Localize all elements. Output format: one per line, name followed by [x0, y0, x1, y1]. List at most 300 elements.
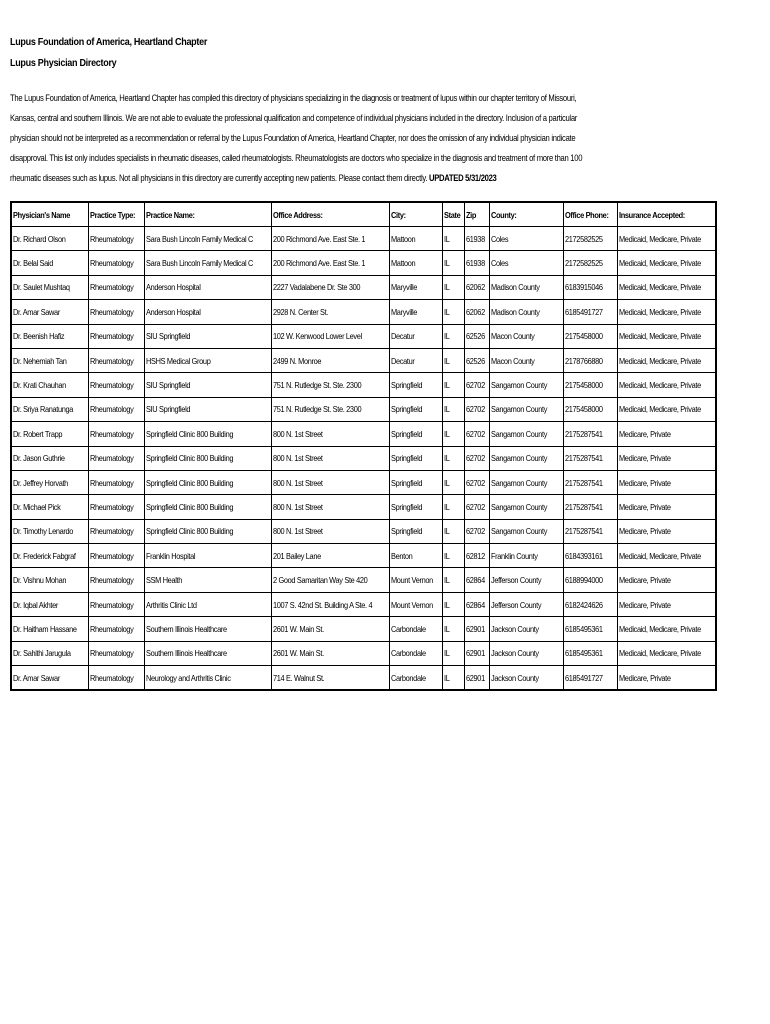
cell-text: Sangamon County — [491, 380, 548, 391]
cell-zip — [465, 641, 490, 665]
cell-insurance-accepted — [618, 422, 717, 446]
cell-city — [390, 397, 443, 421]
table-row — [11, 446, 716, 470]
cell-text: 1007 S. 42nd St. Building A Ste. 4 — [273, 599, 373, 610]
cell-text: 2178766880 — [565, 355, 604, 366]
cell-text: 800 N. 1st Street — [273, 501, 323, 512]
cell-office-address — [272, 324, 390, 348]
cell-text: 2601 W. Main St. — [273, 623, 324, 634]
cell-zip — [465, 495, 490, 519]
cell-text: SIU Springfield — [145, 380, 190, 391]
cell-city — [390, 446, 443, 470]
cell-text: Springfield Clinic 800 Building — [145, 477, 233, 488]
cell-practice-type — [89, 422, 145, 446]
cell-text: Rheumatology — [90, 233, 134, 244]
cell-office-address — [272, 227, 390, 251]
cell-text: Medicaid, Medicare, Private — [619, 282, 701, 293]
cell-text: 6188994000 — [565, 575, 604, 586]
cell-text: Rheumatology — [90, 306, 134, 317]
cell-text: Madison County — [491, 306, 540, 317]
cell-text: Southern Illinois Healthcare — [145, 623, 227, 634]
cell-text: Jackson County — [491, 672, 540, 683]
cell-office-address — [272, 495, 390, 519]
cell-physician-name — [11, 422, 89, 446]
cell-county — [490, 300, 564, 324]
cell-text: 2928 N. Center St. — [273, 306, 329, 317]
cell-insurance-accepted — [618, 519, 717, 543]
column-header-label: Office Phone: — [565, 209, 609, 220]
cell-state — [443, 470, 465, 494]
cell-text: 61938 — [466, 258, 486, 269]
cell-physician-name — [11, 495, 89, 519]
cell-zip — [465, 470, 490, 494]
cell-text: Medicare, Private — [619, 501, 671, 512]
cell-text: 2175287541 — [565, 477, 604, 488]
cell-county — [490, 666, 564, 691]
cell-insurance-accepted — [618, 397, 717, 421]
cell-physician-name — [11, 641, 89, 665]
cell-practice-name — [144, 519, 271, 543]
cell-zip — [465, 544, 490, 568]
cell-text: Sangamon County — [491, 428, 548, 439]
cell-text: Sangamon County — [491, 477, 548, 488]
cell-physician-name — [11, 617, 89, 641]
cell-text: 62702 — [466, 477, 486, 488]
column-header-physician-name — [11, 202, 89, 227]
cell-text: 62702 — [466, 428, 486, 439]
cell-county — [490, 544, 564, 568]
cell-office-address — [272, 470, 390, 494]
cell-text: IL — [444, 648, 450, 659]
column-header-label: Practice Name: — [145, 209, 195, 220]
cell-text: Dr. Sahithi Jarugula — [13, 648, 71, 659]
cell-text: Medicare, Private — [619, 575, 671, 586]
cell-office-address — [272, 275, 390, 299]
cell-text: Rheumatology — [90, 380, 134, 391]
cell-text: Springfield Clinic 800 Building — [145, 428, 233, 439]
cell-text: Jefferson County — [491, 575, 542, 586]
cell-text: 751 N. Rutledge St. Ste. 2300 — [273, 404, 362, 415]
cell-insurance-accepted — [618, 446, 717, 470]
cell-physician-name — [11, 397, 89, 421]
cell-text: Carbondale — [391, 672, 427, 683]
cell-text: IL — [444, 477, 450, 488]
cell-zip — [465, 348, 490, 372]
cell-text: IL — [444, 599, 450, 610]
cell-city — [390, 617, 443, 641]
cell-text: Sara Bush Lincoln Family Medical C — [145, 233, 253, 244]
cell-practice-type — [89, 470, 145, 494]
cell-text: Rheumatology — [90, 575, 134, 586]
cell-county — [490, 519, 564, 543]
table-row — [11, 519, 716, 543]
cell-city — [390, 300, 443, 324]
cell-text: Maryville — [391, 282, 418, 293]
cell-office-phone — [564, 544, 618, 568]
cell-text: 800 N. 1st Street — [273, 428, 323, 439]
cell-text: Dr. Richard Olson — [13, 233, 66, 244]
cell-text: Arthritis Clinic Ltd — [145, 599, 197, 610]
cell-text: Mattoon — [391, 258, 416, 269]
cell-text: Rheumatology — [90, 501, 134, 512]
cell-text: SIU Springfield — [145, 331, 190, 342]
column-header-label: Physician's Name — [13, 209, 71, 220]
cell-text: Coles — [491, 258, 509, 269]
cell-office-phone — [564, 227, 618, 251]
cell-text: 62702 — [466, 526, 486, 537]
cell-insurance-accepted — [618, 373, 717, 397]
column-header-label: Insurance Accepted: — [619, 209, 685, 220]
cell-insurance-accepted — [618, 666, 717, 691]
cell-text: Springfield — [391, 404, 423, 415]
cell-practice-name — [144, 422, 271, 446]
cell-text: Medicare, Private — [619, 453, 671, 464]
cell-text: 6185495361 — [565, 623, 604, 634]
column-header-office-address — [272, 202, 390, 227]
cell-county — [490, 275, 564, 299]
cell-state — [443, 544, 465, 568]
cell-zip — [465, 324, 490, 348]
cell-text: 800 N. 1st Street — [273, 526, 323, 537]
cell-county — [490, 641, 564, 665]
cell-text: 2175458000 — [565, 404, 604, 415]
cell-text: IL — [444, 623, 450, 634]
cell-text: 2175287541 — [565, 526, 604, 537]
cell-physician-name — [11, 568, 89, 592]
cell-text: Rheumatology — [90, 282, 134, 293]
cell-text: IL — [444, 380, 450, 391]
cell-text: Rheumatology — [90, 672, 134, 683]
cell-practice-name — [144, 373, 271, 397]
cell-text: IL — [444, 526, 450, 537]
cell-insurance-accepted — [618, 592, 717, 616]
cell-office-address — [272, 666, 390, 691]
cell-practice-type — [89, 324, 145, 348]
cell-office-address — [272, 544, 390, 568]
cell-practice-type — [89, 495, 145, 519]
cell-text: 6184393161 — [565, 550, 604, 561]
cell-text: Rheumatology — [90, 404, 134, 415]
table-row — [11, 300, 716, 324]
cell-city — [390, 324, 443, 348]
cell-text: Rheumatology — [90, 526, 134, 537]
cell-text: 2175287541 — [565, 428, 604, 439]
cell-practice-type — [89, 251, 145, 275]
cell-practice-type — [89, 300, 145, 324]
cell-text: Dr. Michael Pick — [13, 501, 61, 512]
cell-text: 62901 — [466, 648, 486, 659]
cell-text: 2227 Vadalabene Dr. Ste 300 — [273, 282, 361, 293]
cell-physician-name — [11, 592, 89, 616]
cell-practice-name — [144, 300, 271, 324]
cell-city — [390, 666, 443, 691]
cell-office-address — [272, 422, 390, 446]
cell-text: Medicaid, Medicare, Private — [619, 380, 701, 391]
cell-practice-name — [144, 251, 271, 275]
cell-text: Medicare, Private — [619, 672, 671, 683]
cell-text: Decatur — [391, 355, 415, 366]
cell-text: Dr. Haitham Hassane — [13, 623, 77, 634]
cell-text: Rheumatology — [90, 428, 134, 439]
cell-practice-type — [89, 227, 145, 251]
cell-city — [390, 251, 443, 275]
document-page — [10, 36, 600, 188]
cell-zip — [465, 397, 490, 421]
cell-text: Sangamon County — [491, 526, 548, 537]
table-row — [11, 592, 716, 616]
column-header-label: City: — [391, 209, 407, 220]
cell-office-phone — [564, 275, 618, 299]
cell-text: Rheumatology — [90, 550, 134, 561]
cell-zip — [465, 617, 490, 641]
cell-office-phone — [564, 324, 618, 348]
cell-text: Medicaid, Medicare, Private — [619, 550, 701, 561]
cell-text: Dr. Saulet Mushtaq — [13, 282, 70, 293]
cell-text: Maryville — [391, 306, 418, 317]
cell-text: IL — [444, 282, 450, 293]
cell-county — [490, 568, 564, 592]
cell-text: 714 E. Walnut St. — [273, 672, 325, 683]
cell-text: 800 N. 1st Street — [273, 453, 323, 464]
cell-state — [443, 592, 465, 616]
table-row — [11, 348, 716, 372]
cell-zip — [465, 422, 490, 446]
table-row — [11, 544, 716, 568]
cell-text: IL — [444, 233, 450, 244]
cell-city — [390, 592, 443, 616]
cell-text: IL — [444, 453, 450, 464]
cell-text: IL — [444, 550, 450, 561]
cell-text: Dr. Robert Trapp — [13, 428, 63, 439]
cell-office-address — [272, 617, 390, 641]
cell-text: 6185491727 — [565, 672, 604, 683]
cell-text: HSHS Medical Group — [145, 355, 211, 366]
cell-state — [443, 373, 465, 397]
cell-practice-type — [89, 666, 145, 691]
cell-office-address — [272, 373, 390, 397]
cell-state — [443, 666, 465, 691]
cell-state — [443, 446, 465, 470]
cell-insurance-accepted — [618, 324, 717, 348]
cell-physician-name — [11, 251, 89, 275]
cell-practice-name — [144, 568, 271, 592]
column-header-zip — [465, 202, 490, 227]
cell-city — [390, 641, 443, 665]
cell-city — [390, 495, 443, 519]
cell-text: 62864 — [466, 599, 486, 610]
cell-text: Medicaid, Medicare, Private — [619, 355, 701, 366]
cell-practice-name — [144, 275, 271, 299]
column-header-label: Office Address: — [273, 209, 323, 220]
table-body — [11, 227, 716, 691]
cell-text: IL — [444, 428, 450, 439]
cell-office-phone — [564, 251, 618, 275]
cell-physician-name — [11, 275, 89, 299]
cell-text: Dr. Amar Sawar — [13, 672, 60, 683]
cell-text: Dr. Nehemiah Tan — [13, 355, 67, 366]
cell-practice-type — [89, 544, 145, 568]
cell-physician-name — [11, 300, 89, 324]
cell-text: 62062 — [466, 282, 486, 293]
cell-office-phone — [564, 300, 618, 324]
cell-text: Medicare, Private — [619, 477, 671, 488]
cell-text: 201 Bailey Lane — [273, 550, 321, 561]
cell-text: 200 Richmond Ave. East Ste. 1 — [273, 233, 366, 244]
cell-text: Sangamon County — [491, 453, 548, 464]
cell-text: Decatur — [391, 331, 415, 342]
cell-text: Medicaid, Medicare, Private — [619, 306, 701, 317]
cell-state — [443, 300, 465, 324]
cell-practice-name — [144, 470, 271, 494]
intro-text: The Lupus Foundation of America, Heartland Chapter has compiled this directory of physicians specializing in the diagnosis or treatment of lupus within our chapter territory of Missouri, Kansas, central and southern Illinois. We are not able to evaluate the professional qualification and competence of individual physicians included in the directory. Inclusion of a particular physician should not be interpreted as a recommendation or referral by the Lupus Foundation of America, Heartland Chapter, nor does the omission of any individual physician indicate disapproval. This list only includes specialists in rheumatic diseases, called rheumatologists. Rheumatologists are doctors who specialize in the diagnosis and treatment of more than 100 rheumatic diseases such as lupus. Not all physicians in this directory are currently accepting new patients. Please contact them directly. — [10, 93, 583, 183]
cell-office-address — [272, 519, 390, 543]
cell-text: SSM Health — [145, 575, 182, 586]
cell-text: IL — [444, 355, 450, 366]
cell-text: Macon County — [491, 331, 535, 342]
cell-text: Anderson Hospital — [145, 306, 201, 317]
cell-text: 6183915046 — [565, 282, 604, 293]
cell-text: 6185491727 — [565, 306, 604, 317]
cell-text: Springfield — [391, 477, 423, 488]
cell-text: 62901 — [466, 623, 486, 634]
cell-office-address — [272, 300, 390, 324]
cell-city — [390, 275, 443, 299]
cell-office-phone — [564, 568, 618, 592]
cell-office-address — [272, 397, 390, 421]
intro-paragraph — [10, 88, 588, 188]
table-row — [11, 227, 716, 251]
cell-office-phone — [564, 470, 618, 494]
cell-text: Medicare, Private — [619, 428, 671, 439]
cell-text: 62526 — [466, 355, 486, 366]
cell-county — [490, 397, 564, 421]
cell-practice-type — [89, 592, 145, 616]
cell-text: Sara Bush Lincoln Family Medical C — [145, 258, 253, 269]
cell-insurance-accepted — [618, 641, 717, 665]
cell-text: Dr. Jeffrey Horvath — [13, 477, 68, 488]
cell-text: Franklin County — [491, 550, 538, 561]
cell-zip — [465, 568, 490, 592]
cell-state — [443, 495, 465, 519]
cell-practice-type — [89, 446, 145, 470]
cell-text: Dr. Jason Guthrie — [13, 453, 65, 464]
cell-office-address — [272, 641, 390, 665]
cell-text: Carbondale — [391, 648, 427, 659]
cell-state — [443, 519, 465, 543]
cell-county — [490, 251, 564, 275]
cell-zip — [465, 666, 490, 691]
cell-text: Springfield — [391, 428, 423, 439]
table-row — [11, 275, 716, 299]
column-header-label: Zip — [466, 209, 477, 220]
cell-city — [390, 519, 443, 543]
cell-city — [390, 373, 443, 397]
cell-office-address — [272, 592, 390, 616]
cell-office-address — [272, 568, 390, 592]
table-row — [11, 641, 716, 665]
cell-practice-name — [144, 397, 271, 421]
cell-text: Benton — [391, 550, 413, 561]
cell-practice-name — [144, 446, 271, 470]
cell-text: 800 N. 1st Street — [273, 477, 323, 488]
cell-zip — [465, 300, 490, 324]
cell-zip — [465, 519, 490, 543]
cell-physician-name — [11, 227, 89, 251]
column-header-insurance-accepted — [618, 202, 717, 227]
cell-text: Medicaid, Medicare, Private — [619, 233, 701, 244]
column-header-label: County: — [491, 209, 517, 220]
column-header-county — [490, 202, 564, 227]
cell-office-address — [272, 348, 390, 372]
cell-state — [443, 641, 465, 665]
cell-text: IL — [444, 575, 450, 586]
cell-office-phone — [564, 617, 618, 641]
cell-text: 62901 — [466, 672, 486, 683]
cell-practice-name — [144, 617, 271, 641]
cell-practice-name — [144, 227, 271, 251]
cell-text: 2175458000 — [565, 331, 604, 342]
cell-insurance-accepted — [618, 251, 717, 275]
cell-text: Medicaid, Medicare, Private — [619, 648, 701, 659]
cell-physician-name — [11, 544, 89, 568]
cell-text: 2172582525 — [565, 258, 604, 269]
cell-text: Dr. Krati Chauhan — [13, 380, 66, 391]
cell-text: Dr. Timothy Lenardo — [13, 526, 74, 537]
cell-office-phone — [564, 446, 618, 470]
column-header-label: Practice Type: — [90, 209, 136, 220]
table-row — [11, 568, 716, 592]
cell-insurance-accepted — [618, 544, 717, 568]
cell-text: Madison County — [491, 282, 540, 293]
cell-practice-name — [144, 666, 271, 691]
cell-city — [390, 470, 443, 494]
cell-zip — [465, 251, 490, 275]
table-row — [11, 617, 716, 641]
cell-text: 2499 N. Monroe — [273, 355, 322, 366]
column-header-state — [443, 202, 465, 227]
cell-office-phone — [564, 592, 618, 616]
cell-text: 62702 — [466, 453, 486, 464]
cell-county — [490, 617, 564, 641]
cell-text: Medicaid, Medicare, Private — [619, 623, 701, 634]
cell-text: Rheumatology — [90, 355, 134, 366]
cell-text: Macon County — [491, 355, 535, 366]
cell-state — [443, 397, 465, 421]
cell-text: IL — [444, 331, 450, 342]
cell-zip — [465, 275, 490, 299]
cell-text: Rheumatology — [90, 477, 134, 488]
cell-text: Neurology and Arthritis Clinic — [145, 672, 231, 683]
cell-text: SIU Springfield — [145, 404, 190, 415]
cell-text: Coles — [491, 233, 509, 244]
cell-county — [490, 446, 564, 470]
cell-office-address — [272, 251, 390, 275]
cell-insurance-accepted — [618, 227, 717, 251]
cell-state — [443, 227, 465, 251]
cell-state — [443, 568, 465, 592]
cell-text: Sangamon County — [491, 501, 548, 512]
cell-text: 6185495361 — [565, 648, 604, 659]
cell-insurance-accepted — [618, 275, 717, 299]
cell-state — [443, 251, 465, 275]
column-header-practice-name — [144, 202, 271, 227]
cell-county — [490, 227, 564, 251]
table-row — [11, 495, 716, 519]
cell-text: Springfield — [391, 501, 423, 512]
cell-text: 2172582525 — [565, 233, 604, 244]
cell-text: Rheumatology — [90, 331, 134, 342]
cell-text: Springfield Clinic 800 Building — [145, 453, 233, 464]
